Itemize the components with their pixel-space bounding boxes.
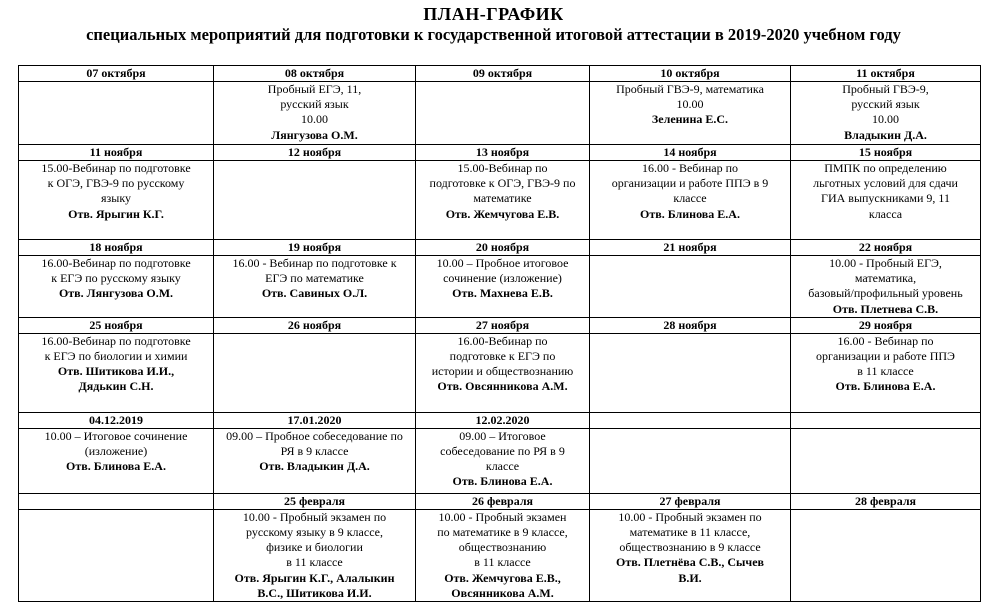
responsible-person: Лянгузова О.М. <box>271 127 358 142</box>
event-text: организации и работе ППЭ в 9 <box>611 176 769 191</box>
event-text: 16.00-Вебинар по подготовке <box>41 333 191 348</box>
event-text: языку <box>101 191 131 206</box>
event-text: в 11 классе <box>474 555 531 570</box>
event-text: классе <box>485 459 520 474</box>
event-text: 10.00 – Итоговое сочинение <box>44 428 188 443</box>
event-text: Пробный ГВЭ-9, математика <box>616 82 764 96</box>
event-text: 09.00 – Пробное собеседование по <box>226 428 403 443</box>
event-text: математике в 11 классе, <box>629 525 751 540</box>
date-cell: 28 ноября <box>590 317 791 333</box>
event-text: к ОГЭ, ГВЭ-9 по русскому <box>47 176 185 191</box>
event-text: базовый/профильный уровень <box>808 286 963 301</box>
event-text: подготовке к ЕГЭ по <box>449 349 556 364</box>
responsible-person: Отв. Плетнева С.В. <box>832 301 939 316</box>
event-cell <box>416 82 590 145</box>
event-cell <box>590 161 791 240</box>
date-cell: 13 ноября <box>416 145 590 161</box>
event-text: обществознанию в 9 классе <box>619 540 761 555</box>
event-row <box>19 256 981 318</box>
event-text: 10.00 <box>676 97 704 112</box>
responsible-person: Отв. Блинова Е.А. <box>452 474 553 489</box>
event-cell <box>214 509 416 601</box>
event-text: 10.00 - Пробный экзамен по <box>618 509 762 524</box>
event-text: сочинение (изложение) <box>443 271 562 286</box>
event-cell <box>19 509 214 601</box>
responsible-person: Отв. Плетнёва С.В., Сычев <box>616 555 764 570</box>
date-cell <box>19 493 214 509</box>
date-cell: 12.02.2020 <box>416 412 590 428</box>
date-cell: 15 ноября <box>791 145 981 161</box>
event-text: 10.00 – Пробное итоговое <box>436 256 569 270</box>
event-text: ПМПК по определению <box>824 161 947 175</box>
event-text: в 11 классе <box>857 364 914 379</box>
event-row <box>19 509 981 601</box>
event-text: русский язык <box>851 97 920 112</box>
event-text: Пробный ГВЭ-9, <box>842 82 929 96</box>
event-cell <box>791 256 981 318</box>
page-subtitle: специальных мероприятий для подготовки к государственной итоговой аттестации в 2019-2020 учебном году <box>86 25 901 44</box>
responsible-person: Отв. Шитикова И.И., <box>57 364 175 379</box>
event-text: льготных условий для сдачи <box>813 176 958 191</box>
event-cell <box>791 509 981 601</box>
event-text: 15.00-Вебинар по <box>457 161 548 175</box>
responsible-person: Отв. Савиных О.Л. <box>261 286 368 301</box>
event-cell <box>791 428 981 493</box>
event-cell <box>19 161 214 240</box>
event-cell <box>416 333 590 412</box>
event-cell <box>214 333 416 412</box>
date-cell: 07 октября <box>19 66 214 82</box>
event-text: подготовке к ОГЭ, ГВЭ-9 по <box>429 176 576 191</box>
date-cell <box>590 412 791 428</box>
event-text: 16.00-Вебинар по <box>457 333 548 348</box>
event-text: в 11 классе <box>286 555 343 570</box>
event-row <box>19 428 981 493</box>
event-row <box>19 161 981 240</box>
event-cell <box>791 161 981 240</box>
date-cell <box>791 412 981 428</box>
responsible-person: Зеленина Е.С. <box>651 112 729 127</box>
date-cell: 25 февраля <box>214 493 416 509</box>
date-cell: 25 ноября <box>19 317 214 333</box>
date-cell: 27 ноября <box>416 317 590 333</box>
event-cell <box>590 428 791 493</box>
responsible-person: Отв. Лянгузова О.М. <box>58 286 174 301</box>
event-text: 16.00-Вебинар по подготовке <box>41 256 191 270</box>
event-text: (изложение) <box>84 444 148 459</box>
event-text: обществознанию <box>458 540 547 555</box>
responsible-person: Отв. Жемчугова Е.В., <box>444 570 561 585</box>
event-cell <box>214 161 416 240</box>
event-text: математика, <box>854 271 917 286</box>
event-text: по математике в 9 классе, <box>437 525 568 540</box>
event-text: 15.00-Вебинар по подготовке <box>41 161 191 175</box>
date-cell: 17.01.2020 <box>214 412 416 428</box>
event-text: русский язык <box>280 97 349 112</box>
event-cell <box>19 333 214 412</box>
date-cell: 14 ноября <box>590 145 791 161</box>
date-row <box>19 412 981 428</box>
date-cell: 28 февраля <box>791 493 981 509</box>
event-text: РЯ в 9 классе <box>280 444 349 459</box>
event-row <box>19 82 981 145</box>
event-text: русскому языку в 9 классе, <box>246 525 383 540</box>
date-row <box>19 240 981 256</box>
event-cell <box>416 256 590 318</box>
event-cell <box>214 428 416 493</box>
date-row <box>19 66 981 82</box>
date-cell: 27 февраля <box>590 493 791 509</box>
responsible-person: Отв. Блинова Е.А. <box>835 379 936 394</box>
event-text: к ЕГЭ по русскому языку <box>51 271 181 286</box>
event-text: 16.00 - Вебинар по <box>837 333 934 348</box>
date-cell: 20 ноября <box>416 240 590 256</box>
event-text: организации и работе ППЭ <box>816 349 955 364</box>
date-cell: 11 ноября <box>19 145 214 161</box>
date-cell: 22 ноября <box>791 240 981 256</box>
responsible-person: Овсянникова А.М. <box>451 585 554 600</box>
date-cell: 29 ноября <box>791 317 981 333</box>
event-cell <box>791 82 981 145</box>
event-text: 10.00 <box>301 112 328 127</box>
event-text: истории и обществознанию <box>431 364 574 379</box>
event-text: 16.00 - Вебинар по <box>641 161 739 175</box>
responsible-person: Отв. Махнева Е.В. <box>452 286 553 301</box>
date-row <box>19 493 981 509</box>
event-cell <box>416 509 590 601</box>
date-cell: 11 октября <box>791 66 981 82</box>
event-row <box>19 333 981 412</box>
page-title: ПЛАН-ГРАФИК <box>423 4 564 24</box>
responsible-person: Отв. Владыкин Д.А. <box>259 459 370 474</box>
event-cell <box>214 82 416 145</box>
event-cell <box>19 428 214 493</box>
event-cell <box>590 509 791 601</box>
responsible-person: Владыкин Д.А. <box>844 127 927 142</box>
event-text: физике и биологии <box>266 540 363 555</box>
event-cell <box>214 256 416 318</box>
event-cell <box>416 161 590 240</box>
responsible-person: Отв. Жемчугова Е.В. <box>445 206 560 221</box>
responsible-person: Отв. Ярыгин К.Г. <box>68 206 164 221</box>
date-cell: 12 ноября <box>214 145 416 161</box>
event-cell <box>791 333 981 412</box>
responsible-person: Отв. Блинова Е.А. <box>640 206 740 221</box>
event-text: 10.00 - Пробный экзамен <box>438 509 567 524</box>
event-text: Пробный ЕГЭ, 11, <box>267 82 362 96</box>
event-text: ЕГЭ по математике <box>265 271 364 286</box>
schedule-table <box>18 65 981 602</box>
event-text: 10.00 <box>872 112 899 127</box>
date-cell: 10 октября <box>590 66 791 82</box>
date-row <box>19 317 981 333</box>
event-text: 10.00 - Пробный экзамен по <box>242 509 387 524</box>
event-cell <box>590 333 791 412</box>
event-text: классе <box>673 191 707 206</box>
date-cell: 04.12.2019 <box>19 412 214 428</box>
responsible-person: Дядькин С.Н. <box>78 379 154 394</box>
event-text: класса <box>868 206 903 221</box>
event-cell <box>590 82 791 145</box>
event-cell <box>19 256 214 318</box>
event-text: к ЕГЭ по биологии и химии <box>44 349 188 364</box>
event-cell <box>590 256 791 318</box>
event-text: собеседование по РЯ в 9 <box>440 444 565 459</box>
event-cell <box>19 82 214 145</box>
responsible-person: В.С., Шитикова И.И. <box>257 585 372 600</box>
event-text: 10.00 - Пробный ЕГЭ, <box>829 256 942 270</box>
responsible-person: В.И. <box>678 570 702 585</box>
event-text: 09.00 – Итоговое <box>459 428 546 443</box>
event-text: 16.00 - Вебинар по подготовке к <box>232 256 397 270</box>
date-cell: 09 октября <box>416 66 590 82</box>
responsible-person: Отв. Ярыгин К.Г., Алалыкин <box>234 570 395 585</box>
date-cell: 19 ноября <box>214 240 416 256</box>
date-row <box>19 145 981 161</box>
date-cell: 26 ноября <box>214 317 416 333</box>
date-cell: 18 ноября <box>19 240 214 256</box>
date-cell: 08 октября <box>214 66 416 82</box>
event-cell <box>416 428 590 493</box>
responsible-person: Отв. Блинова Е.А. <box>66 459 166 474</box>
responsible-person: Отв. Овсянникова А.М. <box>437 379 568 394</box>
event-text: ГИА выпускниками 9, 11 <box>821 191 950 206</box>
event-text: математике <box>473 191 532 206</box>
date-cell: 21 ноября <box>590 240 791 256</box>
date-cell: 26 февраля <box>416 493 590 509</box>
